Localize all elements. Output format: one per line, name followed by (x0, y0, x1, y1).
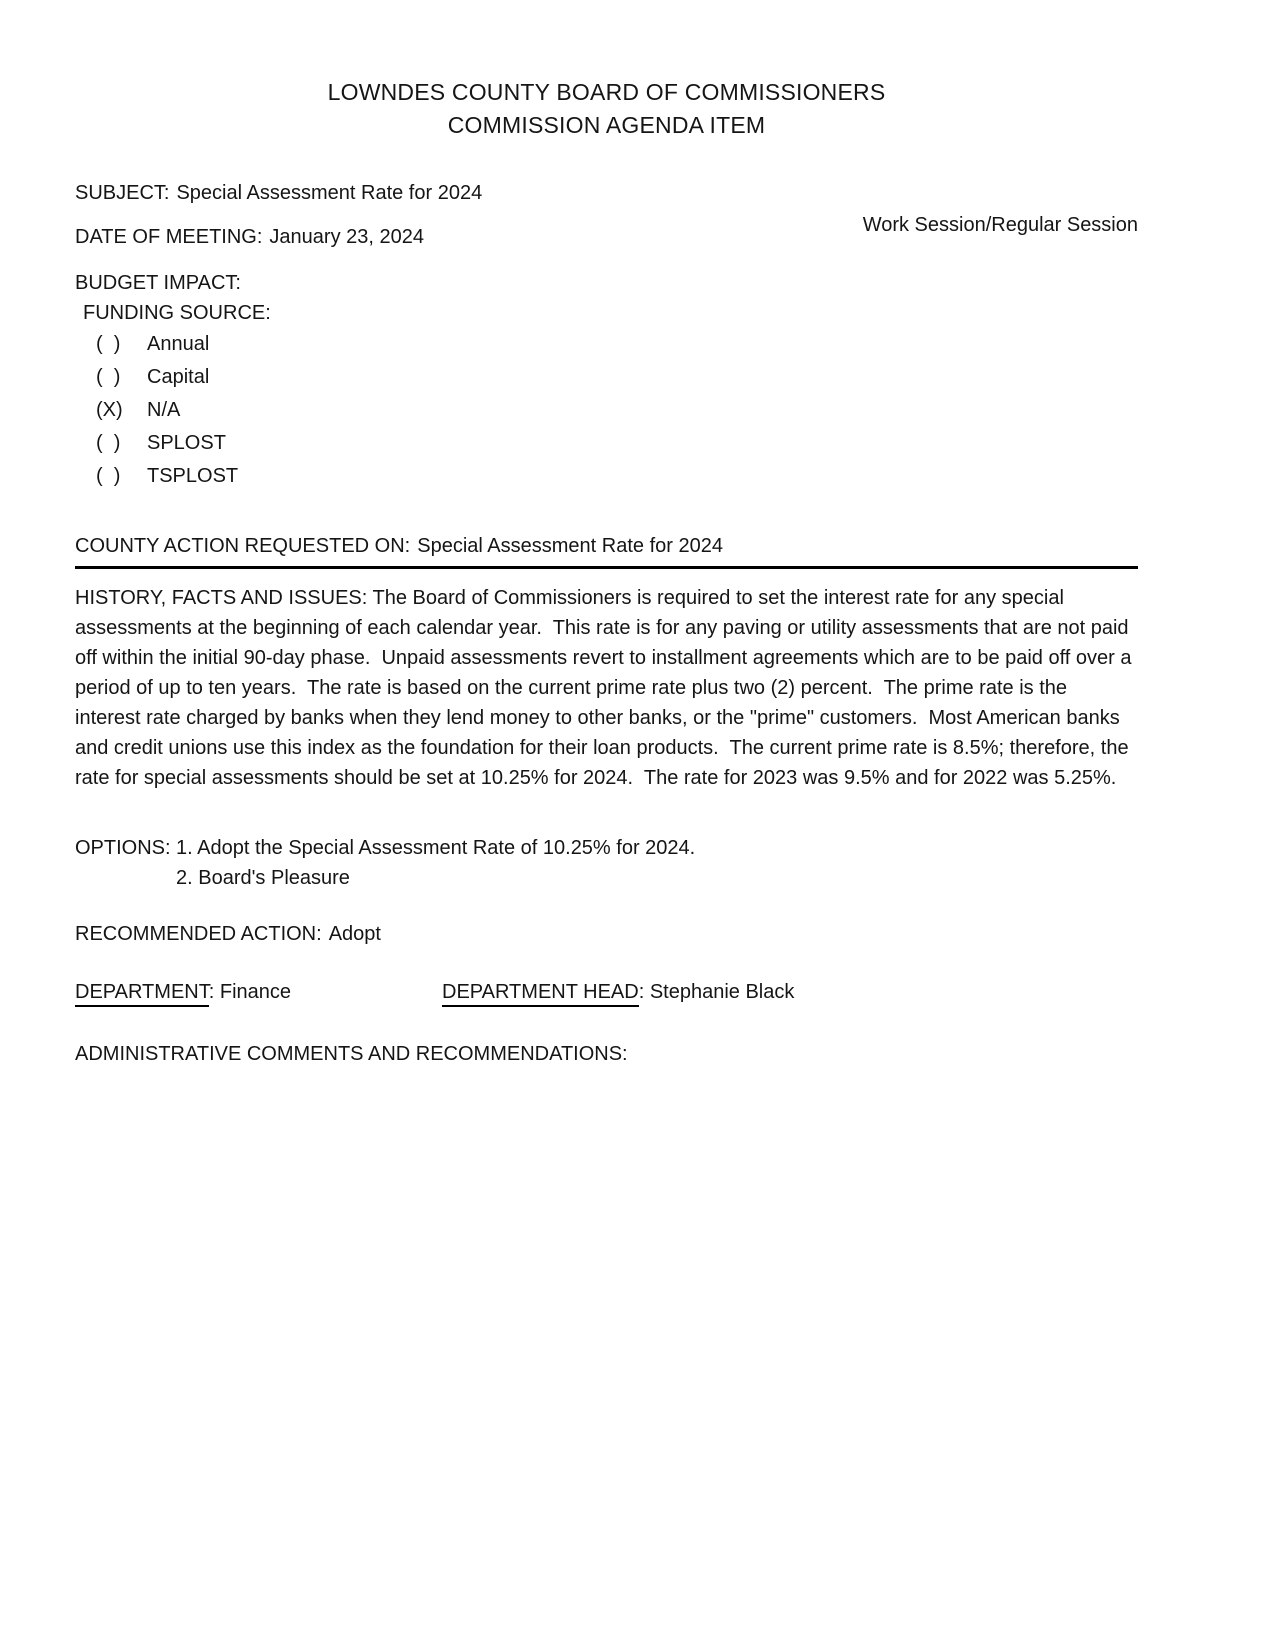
recommended-action-row (75, 919, 1138, 949)
funding-option-annual (75, 328, 1138, 361)
subject-row (75, 178, 1138, 208)
funding-option-label: SPLOST (147, 432, 226, 454)
budget-impact-label: BUDGET IMPACT: (75, 272, 241, 294)
department-value: : Finance (208, 981, 291, 1003)
subject-label: SUBJECT: (75, 182, 170, 204)
department-head-value: : Stephanie Black (638, 981, 795, 1003)
funding-source-options (75, 328, 1138, 493)
department-field (75, 977, 442, 1007)
funding-option-tsplost (75, 460, 1138, 493)
department-label: DEPARTMENT (75, 981, 209, 1007)
department-head-label: DEPARTMENT HEAD (442, 981, 639, 1007)
funding-option-na (75, 394, 1138, 427)
options-label: OPTIONS: (75, 837, 171, 859)
administrative-comments-label: ADMINISTRATIVE COMMENTS AND RECOMMENDATIONS: (75, 1043, 628, 1065)
options-list (176, 833, 695, 893)
funding-source-label: FUNDING SOURCE: (83, 302, 271, 324)
session-type-text: Work Session/Regular Session (862, 214, 1138, 236)
funding-option-label: Annual (147, 333, 210, 355)
funding-option-label: N/A (147, 399, 181, 421)
options-section (75, 833, 1138, 893)
checkbox-marker: ( ) (96, 333, 121, 355)
funding-option-splost (75, 427, 1138, 460)
funding-option-label: Capital (147, 366, 210, 388)
checkbox-marker: ( ) (96, 366, 121, 388)
meeting-date-label: DATE OF MEETING: (75, 226, 263, 248)
department-head-field (442, 977, 794, 1007)
county-action-label: COUNTY ACTION REQUESTED ON: (75, 535, 411, 557)
checkbox-marker: ( ) (96, 432, 121, 454)
checkbox-marker-checked: (X) (96, 399, 123, 421)
option-item-2: 2. Board's Pleasure (176, 867, 350, 889)
history-facts-issues-paragraph: HISTORY, FACTS AND ISSUES: The Board of Commissioners is required to set the interest rate for any special assessments at the beginning of each calendar year. This rate is for any paving or utility assessments that are not paid off within the initial 90-day phase. Unpaid assessments revert to installment agreements which are to be paid off over a period of up to ten years. The rate is based on the current prime rate plus two (2) percent. The prime rate is the interest rate charged by banks when they lend money to other banks, or the "prime" customers. Most American banks and credit unions use this index as the foundation for their loan products. The current prime rate is 8.5%; therefore, the rate for special assessments should be set at 10.25% for 2024. The rate for 2023 was 9.5% and for 2022 was 5.25%. (75, 587, 1138, 789)
county-action-value: Special Assessment Rate for 2024 (417, 535, 723, 557)
document-title-line2: COMMISSION AGENDA ITEM (447, 112, 766, 138)
checkbox-marker: ( ) (96, 465, 121, 487)
option-item-1: 1. Adopt the Special Assessment Rate of 10.25% for 2024. (176, 837, 696, 859)
meeting-date-row (75, 214, 1138, 252)
meeting-date-value: January 23, 2024 (269, 226, 424, 248)
recommended-action-value: Adopt (328, 923, 381, 945)
funding-option-capital (75, 361, 1138, 394)
recommended-action-label: RECOMMENDED ACTION: (75, 923, 322, 945)
subject-value: Special Assessment Rate for 2024 (176, 182, 483, 204)
department-signature-row (75, 977, 1138, 1007)
document-title-line1: LOWNDES COUNTY BOARD OF COMMISSIONERS (327, 79, 886, 105)
funding-option-label: TSPLOST (147, 465, 239, 487)
county-action-heading (75, 531, 1138, 569)
